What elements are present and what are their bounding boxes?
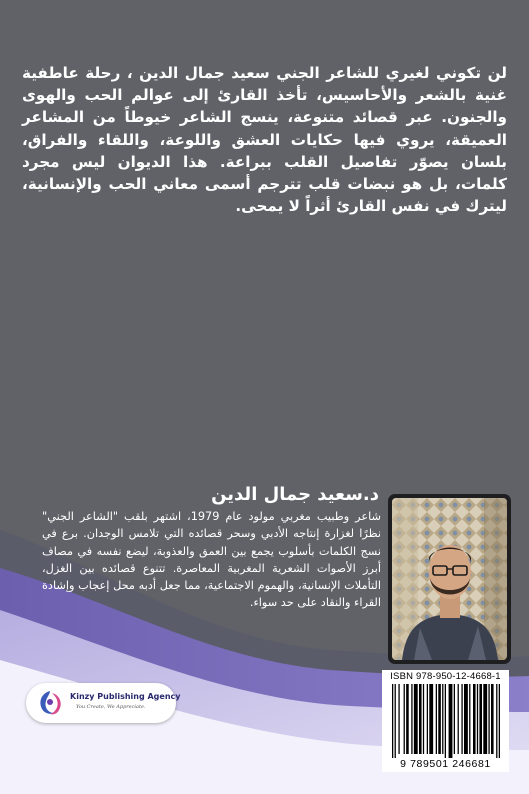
publisher-logo (26, 683, 181, 723)
isbn-barcode (382, 670, 509, 772)
author-photo-frame (388, 494, 511, 664)
barcode-bars (392, 684, 500, 758)
barcode-digits: 9 789501 246681 (400, 758, 491, 770)
isbn-label: ISBN 978-950-12-4668-1 (390, 671, 501, 682)
publisher-emblem-icon (34, 687, 66, 719)
book-blurb: لن تكوني لغيري للشاعر الجني سعيد جمال الدين ، رحلة عاطفية غنية بالشعر والأحاسيس، تأخذ القارئ إلى عوالم الحب والهوى والجنون. عبر قصائد متنوعة، ينسج الشاعر خيوطاً من المشاعر العميقة، يروي فيها حكايات العشق واللوعة، واللقاء والفراق، بلسان يصوّر تفاصيل القلب ببراعة. هذا الديوان ليس مجرد كلمات، بل هو نبضات قلب تترجم أسمى معاني الحب والإنسانية، ليترك في نفس القارئ أثراً لا يمحى. (22, 64, 507, 216)
publisher-tagline: You Create, We Appreciate. (76, 704, 146, 710)
author-name: د.سعيد جمال الدين (211, 484, 379, 505)
author-photo (392, 498, 507, 660)
publisher-name: Kinzy Publishing Agency (70, 692, 181, 701)
author-bio: شاعر وطبيب مغربي مولود عام 1979، اشتهر بلقب "الشاعر الجني" نظرًا لغزارة إنتاجه الأدبي وسحر قصائده التي تلامس الوجدان. برع في نسج الكلمات بأسلوب يجمع بين العمق والعذوبة، ليضع نفسه في مصاف أبرز الأصوات الشعرية المغربية المعاصرة. تتنوع قصائده بين الغزل، التأملات الإنسانية، والهموم الاجتماعية، مما جعل أدبه محل إعجاب وإشادة القراء والنقاد على حد سواء. (42, 510, 381, 610)
